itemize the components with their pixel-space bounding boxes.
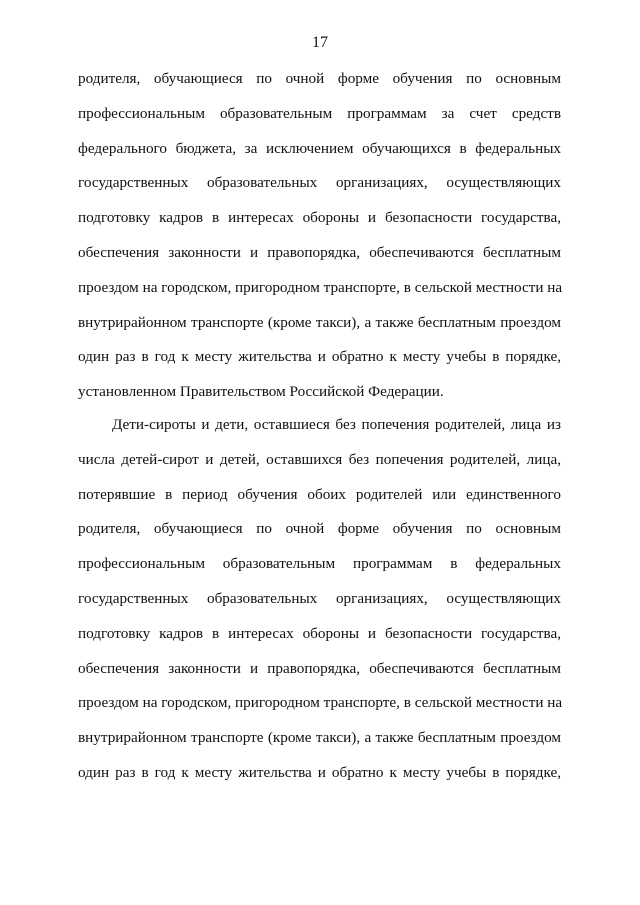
text-line: федерального бюджета, за исключением обучающихся в федеральных — [78, 139, 561, 157]
text-line: обеспечения законности и правопорядка, обеспечиваются бесплатным — [78, 243, 561, 261]
paragraph-1 — [78, 62, 561, 410]
text-line: установленном Правительством Российской Федерации. — [78, 383, 444, 401]
text-line: Дети-сироты и дети, оставшиеся без попечения родителей, лица из — [112, 416, 561, 433]
text-line: профессиональным образовательным программам в федеральных — [78, 555, 561, 573]
text-line: государственных образовательных организациях, осуществляющих — [78, 589, 561, 607]
text-line: подготовку кадров в интересах обороны и безопасности государства, — [78, 209, 561, 227]
text-line: проездом на городском, пригородном транспорте, в сельской местности на — [78, 694, 563, 712]
text-line: проездом на городском, пригородном транспорте, в сельской местности на — [78, 278, 563, 296]
text-line: обеспечения законности и правопорядка, обеспечиваются бесплатным — [78, 659, 561, 677]
text-line: внутрирайонном транспорте (кроме такси), а также бесплатным проездом — [78, 313, 561, 331]
text-line: один раз в год к месту жительства и обратно к месту учебы в порядке, — [78, 348, 561, 366]
text-line: государственных образовательных организациях, осуществляющих — [78, 174, 561, 192]
text-line: числа детей-сирот и детей, оставшихся без попечения родителей, лица, — [78, 450, 561, 468]
text-line: внутрирайонном транспорте (кроме такси), а также бесплатным проездом — [78, 729, 561, 747]
text-line: родителя, обучающиеся по очной форме обучения по основным — [78, 70, 561, 87]
paragraph-2 — [78, 408, 561, 791]
text-line: потерявшие в период обучения обоих родителей или единственного — [78, 485, 561, 503]
text-line: родителя, обучающиеся по очной форме обучения по основным — [78, 520, 561, 538]
text-line: один раз в год к месту жительства и обратно к месту учебы в порядке, — [78, 763, 561, 781]
text-line: профессиональным образовательным программам за счет средств — [78, 104, 561, 122]
page-number: 17 — [312, 34, 328, 51]
text-line: подготовку кадров в интересах обороны и безопасности государства, — [78, 624, 561, 642]
